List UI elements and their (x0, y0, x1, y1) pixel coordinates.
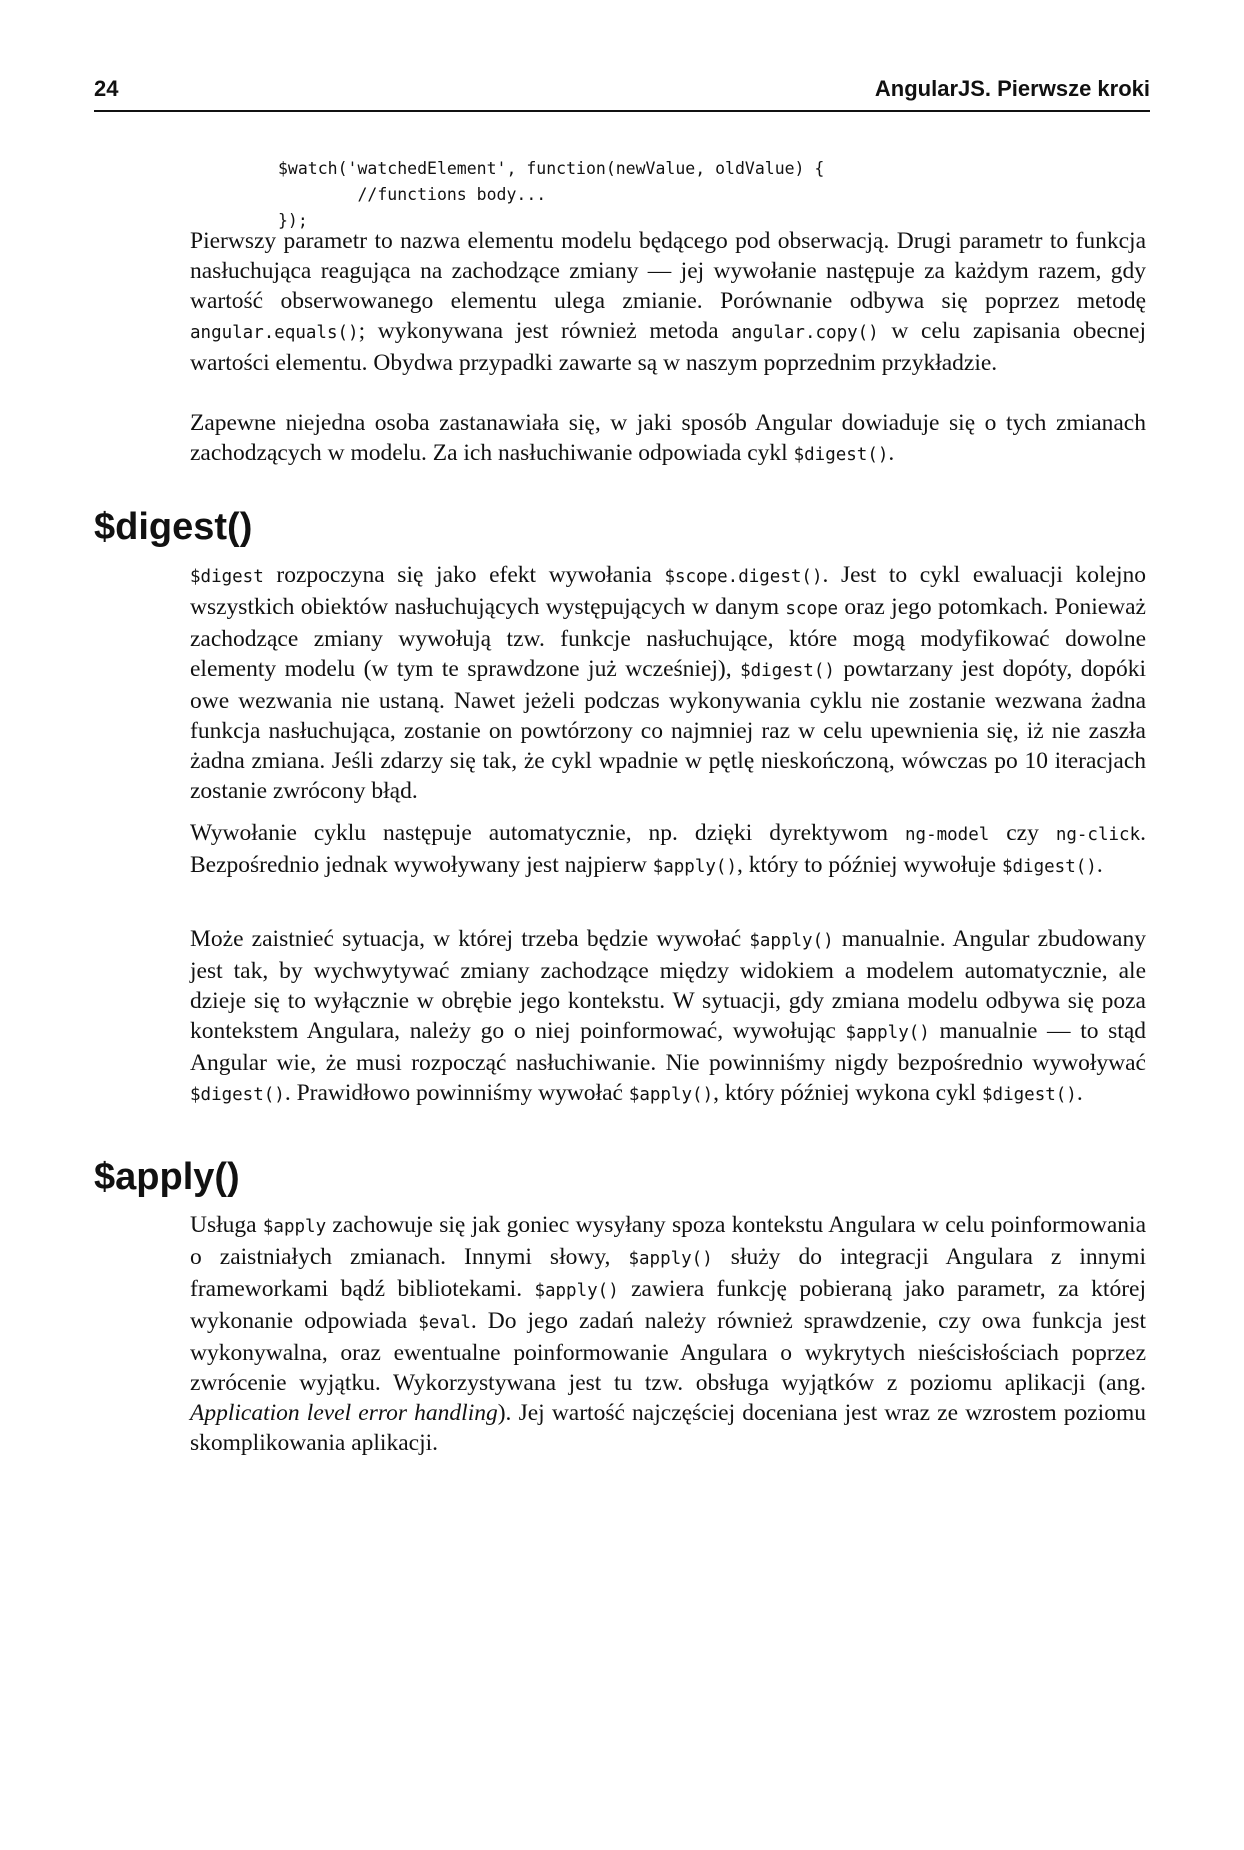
intro-paragraph-1 (190, 226, 1146, 378)
inline-code: angular.equals() (190, 323, 359, 343)
text-run: . Bezpośrednio jednak wywoływany jest najpierw (190, 820, 1146, 878)
code-line: $watch('watchedElement', function(newValue, oldValue) { (278, 159, 825, 178)
inline-code: $digest (190, 567, 264, 587)
text-run: zachowuje się jak goniec wysyłany spoza kontekstu Angulara w celu poinformowania o zaistniałych zmianach. Innymi słowy, (190, 1212, 1146, 1270)
text-run: , który później wykona cykl (713, 1080, 983, 1106)
text-run: w celu zapisania obecnej wartości elementu. Obydwa przypadki zawarte są w naszym poprzednim przykładzie. (190, 318, 1146, 376)
text-run: Zapewne niejedna osoba zastanawiała się, w jaki sposób Angular dowiaduje się o tych zmianach zachodzących w modelu. Za ich nasłuchiwanie odpowiada cykl (190, 410, 1146, 466)
text-run: Może zaistnieć sytuacja, w której trzeba będzie wywołać (190, 926, 750, 952)
code-listing (278, 156, 824, 234)
digest-paragraph-3 (190, 924, 1146, 1110)
inline-code: $eval (418, 1313, 471, 1333)
inline-code: $apply() (534, 1281, 619, 1301)
code-line: //functions body... (278, 185, 547, 204)
inline-code: angular.copy() (731, 323, 879, 343)
text-run: ; wykonywana jest również metoda (358, 318, 732, 344)
inline-code: $apply() (628, 1249, 713, 1269)
digest-paragraph-2 (190, 818, 1146, 882)
text-run: powtarzany jest dopóty, dopóki owe wezwania nie ustaną. Nawet jeżeli podczas wykonywania cyklu nie zostanie wezwana żadna funkcja nasłuchująca, zostanie on powtórzony co najmniej raz w celu upewnienia się, iż nie zaszła żadna zmiana. Jeśli zdarzy się tak, że cykl wpadnie w pętlę nieskończoną, wówczas po 10 iteracjach zostanie zwrócony błąd. (190, 656, 1146, 804)
text-run: , który to później wywołuje (737, 852, 1002, 878)
text-run: . Prawidłowo powinniśmy wywołać (284, 1080, 629, 1106)
inline-code: $apply() (628, 1085, 714, 1105)
inline-code: $apply() (845, 1023, 930, 1043)
inline-code: ng-model (905, 825, 990, 845)
apply-paragraph-1 (190, 1210, 1146, 1458)
text-run: Pierwszy parametr to nazwa elementu modelu będącego pod obserwacją. Drugi parametr to funkcja nasłuchująca reagująca na zachodzące zmiany — jej wywołanie następuje za każdym razem, gdy wartość obserwowanego elementu ulega zmianie. Porównanie odbywa się poprzez metodę (190, 228, 1146, 314)
text-run: ). Jej wartość najczęściej doceniana jest wraz ze wzrostem poziomu skomplikowania aplikacji. (190, 1400, 1146, 1456)
inline-code: ng-click (1055, 825, 1141, 845)
intro-paragraph-2 (190, 408, 1146, 470)
section-heading-digest: $digest() (94, 506, 253, 548)
text-run: rozpoczyna się jako efekt wywołania (263, 562, 665, 588)
text-run: manualnie. Angular zbudowany jest tak, by wychwytywać zmiany zachodzące między widokiem a modelem automatycznie, ale dzieje się to wyłącznie w obrębie jego kontekstu. W sytuacji, gdy zmiana modelu odbywa się poza kontekstem Angulara, należy go o niej poinformować, wywołując (190, 926, 1146, 1044)
text-run: służy do integracji Angulara z innymi frameworkami bądź bibliotekami. (190, 1244, 1146, 1302)
code-line: }); (278, 211, 308, 230)
inline-code: $scope.digest() (664, 567, 823, 587)
page-number: 24 (94, 76, 119, 101)
text-run: zawiera funkcję pobieraną jako parametr, za której wykonanie odpowiada (190, 1276, 1146, 1334)
text-run: . (888, 440, 895, 466)
inline-code: $apply() (652, 857, 737, 877)
inline-code: $digest() (1001, 857, 1097, 877)
book-title: AngularJS. Pierwsze kroki (874, 76, 1150, 101)
section-heading-apply: $apply() (94, 1156, 240, 1198)
inline-code: scope (785, 599, 839, 619)
running-header (94, 76, 1150, 112)
inline-code: $digest() (793, 445, 889, 465)
inline-code: $digest() (982, 1085, 1077, 1105)
digest-paragraph-1 (190, 560, 1146, 806)
text-run: oraz jego potomkach. Ponieważ zachodzące zmiany wywołują tzw. funkcje nasłuchujące, które mogą modyfikować dowolne elementy modelu (w tym te sprawdzone już wcześniej), (190, 594, 1146, 682)
text-run: . (1076, 1080, 1083, 1106)
text-run: manualnie — to stąd Angular wie, że musi rozpocząć nasłuchiwanie. Nie powinniśmy nigdy bezpośrednio wywoływać (190, 1018, 1147, 1076)
italic-term: Application level error handling (190, 1400, 498, 1426)
text-run: . (1096, 852, 1103, 878)
text-run: Wywołanie cyklu następuje automatycznie, np. dzięki dyrektywom (190, 820, 905, 846)
inline-code: $apply (262, 1217, 327, 1237)
text-run: czy (989, 820, 1056, 846)
inline-code: $digest() (190, 1085, 285, 1105)
text-run: . Do jego zadań należy również sprawdzenie, czy owa funkcja jest wykonywalna, oraz ewentualne poinformowanie Angulara o wykrytych nieścisłościach poprzez zwrócenie wyjątku. Wykorzystywana jest tu tzw. obsługa wyjątków z poziomu aplikacji (ang. (190, 1308, 1146, 1396)
inline-code: $digest() (740, 661, 835, 681)
text-run: Usługa (190, 1212, 263, 1238)
text-run: . Jest to cykl ewaluacji kolejno wszystkich obiektów nasłuchujących występujących w danym (190, 562, 1146, 620)
inline-code: $apply() (749, 931, 834, 951)
